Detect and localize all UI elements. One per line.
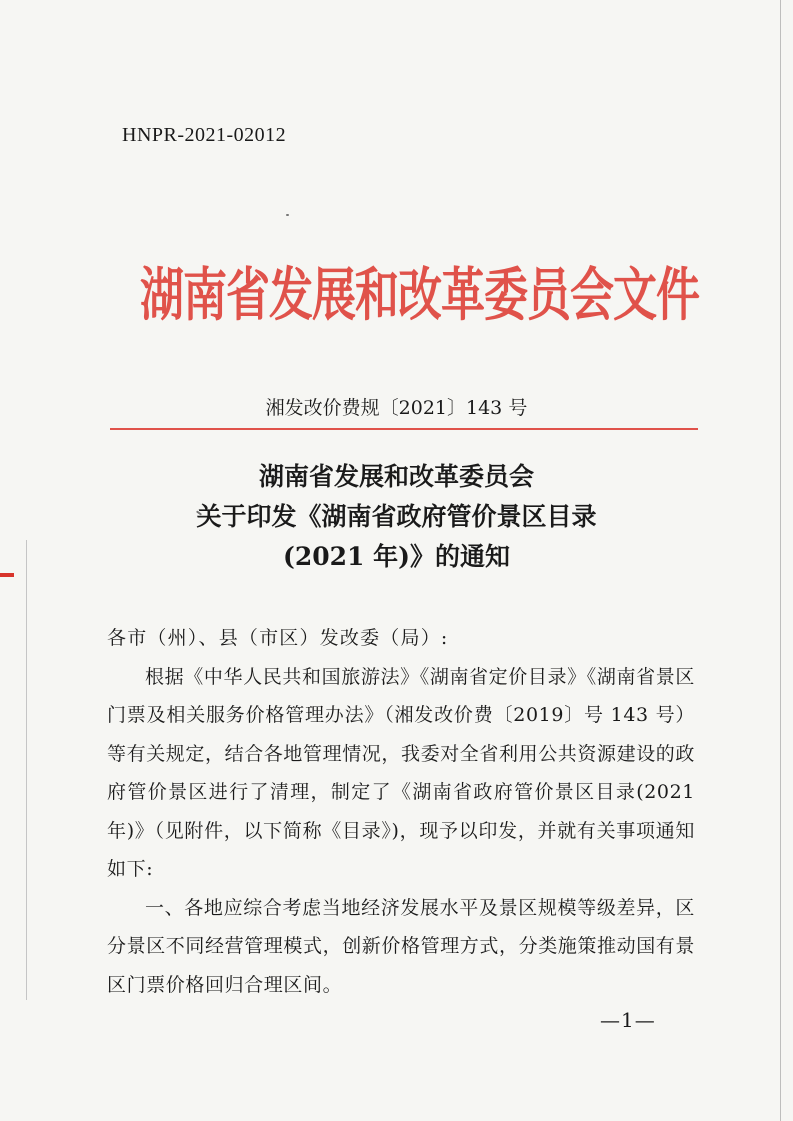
- salutation: 各市（州）、县（市区）发改委（局）:: [107, 627, 449, 649]
- title-line-2: 关于印发《湖南省政府管价景区目录: [196, 502, 597, 531]
- scan-speck: [286, 214, 289, 216]
- document-title: [0, 457, 793, 577]
- page-number: —1—: [600, 1008, 656, 1032]
- body-paragraph-1: 根据《中华人民共和国旅游法》《湖南省定价目录》《湖南省景区门票及相关服务价格管理办法》（湘发改价费〔2019〕号 143 号）等有关规定，结合各地管理情况，我委对全省利用公共资源建设的政府管价景区进行了清理，制定了《湖南省政府管价景区目录(2021 年)》（见附件，以下简称《目录》)，现予以印发，并就有关事项通知如下:: [107, 665, 696, 880]
- red-divider-line: [110, 428, 698, 430]
- title-line-1: 湖南省发展和改革委员会: [258, 462, 534, 491]
- document-number: 湘发改价费规〔2021〕143 号: [265, 397, 528, 419]
- body-paragraph-2: 一、各地应综合考虑当地经济发展水平及景区规模等级差异，区分景区不同经营管理模式，创新价格管理方式，分类施策推动国有景区门票价格回归合理区间。: [107, 896, 696, 996]
- scan-shadow: [0, 540, 27, 1000]
- title-line-3: (2021 年)》的通知: [283, 542, 510, 571]
- issuer-header: 湖南省发展和改革委员会文件: [140, 262, 699, 329]
- document-body: [107, 619, 695, 1004]
- document-id: HNPR-2021-02012: [122, 124, 287, 146]
